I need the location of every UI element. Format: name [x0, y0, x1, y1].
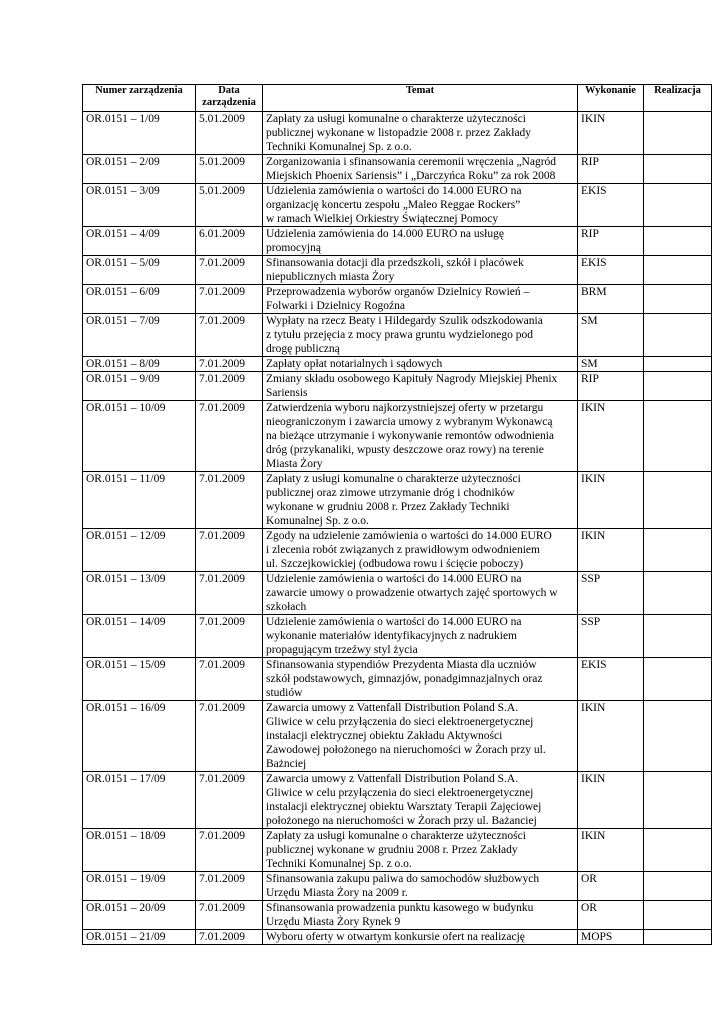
cell-date: 7.01.2009: [196, 701, 263, 772]
cell-date: 7.01.2009: [196, 401, 263, 472]
cell-realization: [644, 529, 712, 572]
cell-execution: SSP: [578, 572, 644, 615]
cell-topic: Zmiany składu osobowego Kapituły Nagrody Miejskiej Phenix Sariensis: [263, 372, 578, 401]
cell-topic: Udzielenia zamówienia o wartości do 14.000 EURO na organizację koncertu zespołu „Maleo Reggae Rockers” w ramach Wielkiej Orkiestry Świątecznej Pomocy: [263, 184, 578, 227]
header-realization: Realizacja: [644, 85, 712, 112]
cell-number: OR.0151 – 11/09: [83, 472, 196, 529]
cell-number: OR.0151 – 18/09: [83, 829, 196, 872]
table-row: [83, 701, 712, 772]
table-row: [83, 256, 712, 285]
table-row: [83, 930, 712, 945]
cell-realization: [644, 285, 712, 314]
cell-number: OR.0151 – 13/09: [83, 572, 196, 615]
cell-topic: Udzielenia zamówienia do 14.000 EURO na usługę promocyjną: [263, 227, 578, 256]
cell-number: OR.0151 – 9/09: [83, 372, 196, 401]
cell-execution: IKIN: [578, 701, 644, 772]
cell-date: 7.01.2009: [196, 829, 263, 872]
cell-date: 7.01.2009: [196, 472, 263, 529]
cell-execution: IKIN: [578, 401, 644, 472]
cell-topic: Wyboru oferty w otwartym konkursie ofert na realizację: [263, 930, 578, 945]
cell-topic: Zorganizowania i sfinansowania ceremonii wręczenia „Nagród Miejskich Phoenix Sariensis” i „Darczyńca Roku” za rok 2008: [263, 155, 578, 184]
table-row: [83, 872, 712, 901]
ordinance-table: [82, 84, 712, 945]
cell-number: OR.0151 – 20/09: [83, 901, 196, 930]
cell-topic: Udzielenie zamówienia o wartości do 14.000 EURO na zawarcie umowy o prowadzenie otwartych zajęć sportowych w szkołach: [263, 572, 578, 615]
cell-realization: [644, 615, 712, 658]
cell-date: 7.01.2009: [196, 314, 263, 357]
cell-date: 7.01.2009: [196, 615, 263, 658]
cell-topic: Zatwierdzenia wyboru najkorzystniejszej oferty w przetargu nieograniczonym i zawarcia umowy z wybranym Wykonawcą na bieżące utrzymanie i wykonywanie remontów odwodnienia dróg (przykanaliki, wpusty deszczowe oraz rowy) na terenie Miasta Żory: [263, 401, 578, 472]
cell-topic: Zgody na udzielenie zamówienia o wartości do 14.000 EURO i zlecenia robót związanych z prawidłowym odwodnieniem ul. Szczejkowickiej (odbudowa rowu i ścięcie poboczy): [263, 529, 578, 572]
header-topic: Temat: [263, 85, 578, 112]
table-row: [83, 472, 712, 529]
table-row: [83, 155, 712, 184]
cell-date: 7.01.2009: [196, 357, 263, 372]
table-row: [83, 285, 712, 314]
cell-execution: EKIS: [578, 256, 644, 285]
cell-execution: SSP: [578, 615, 644, 658]
cell-realization: [644, 112, 712, 155]
cell-realization: [644, 872, 712, 901]
cell-realization: [644, 357, 712, 372]
cell-execution: EKIS: [578, 658, 644, 701]
cell-execution: RIP: [578, 227, 644, 256]
cell-date: 7.01.2009: [196, 772, 263, 829]
cell-realization: [644, 701, 712, 772]
table-row: [83, 615, 712, 658]
cell-number: OR.0151 – 17/09: [83, 772, 196, 829]
cell-topic: Zapłaty za usługi komunalne o charakterze użyteczności publicznej wykonane w grudniu 2008 r. Przez Zakłady Techniki Komunalnej Sp. z o.o.: [263, 829, 578, 872]
cell-date: 5.01.2009: [196, 112, 263, 155]
cell-topic: Zawarcia umowy z Vattenfall Distribution Poland S.A. Gliwice w celu przyłączenia do sieci elektroenergetycznej instalacji elektrycznej obiektu Zakładu Aktywności Zawodowej położonego na nieruchomości w Żorach przy ul. Bażnciej: [263, 701, 578, 772]
cell-number: OR.0151 – 10/09: [83, 401, 196, 472]
cell-number: OR.0151 – 4/09: [83, 227, 196, 256]
cell-execution: OR: [578, 872, 644, 901]
table-row: [83, 572, 712, 615]
cell-realization: [644, 227, 712, 256]
cell-execution: MOPS: [578, 930, 644, 945]
cell-topic: Zapłaty za usługi komunalne o charakterze użyteczności publicznej wykonane w listopadzie 2008 r. przez Zakłady Techniki Komunalnej Sp. z o.o.: [263, 112, 578, 155]
cell-number: OR.0151 – 21/09: [83, 930, 196, 945]
cell-execution: RIP: [578, 372, 644, 401]
cell-realization: [644, 372, 712, 401]
cell-topic: Przeprowadzenia wyborów organów Dzielnicy Rowień – Folwarki i Dzielnicy Rogoźna: [263, 285, 578, 314]
cell-date: 7.01.2009: [196, 529, 263, 572]
cell-date: 5.01.2009: [196, 155, 263, 184]
cell-realization: [644, 572, 712, 615]
cell-topic: Sfinansowania dotacji dla przedszkoli, szkół i placówek niepublicznych miasta Żory: [263, 256, 578, 285]
table-row: [83, 529, 712, 572]
cell-realization: [644, 314, 712, 357]
header-number: Numer zarządzenia: [83, 85, 196, 112]
cell-topic: Zapłaty opłat notarialnych i sądowych: [263, 357, 578, 372]
cell-topic: Sfinansowania prowadzenia punktu kasowego w budynku Urzędu Miasta Żory Rynek 9: [263, 901, 578, 930]
table-row: [83, 829, 712, 872]
cell-date: 6.01.2009: [196, 227, 263, 256]
table-row: [83, 112, 712, 155]
cell-topic: Sfinansowania stypendiów Prezydenta Miasta dla uczniów szkół podstawowych, gimnazjów, ponadgimnazjalnych oraz studiów: [263, 658, 578, 701]
cell-date: 7.01.2009: [196, 256, 263, 285]
cell-number: OR.0151 – 16/09: [83, 701, 196, 772]
cell-date: 7.01.2009: [196, 872, 263, 901]
header-execution: Wykonanie: [578, 85, 644, 112]
table-row: [83, 658, 712, 701]
cell-execution: IKIN: [578, 529, 644, 572]
cell-execution: OR: [578, 901, 644, 930]
cell-number: OR.0151 – 12/09: [83, 529, 196, 572]
cell-topic: Udzielenie zamówienia o wartości do 14.000 EURO na wykonanie materiałów identyfikacyjnych z nadrukiem propagującym trzeźwy styl życia: [263, 615, 578, 658]
cell-realization: [644, 901, 712, 930]
table-row: [83, 372, 712, 401]
cell-number: OR.0151 – 6/09: [83, 285, 196, 314]
cell-date: 7.01.2009: [196, 658, 263, 701]
header-date: Data zarządzenia: [196, 85, 263, 112]
cell-execution: RIP: [578, 155, 644, 184]
cell-number: OR.0151 – 7/09: [83, 314, 196, 357]
cell-realization: [644, 155, 712, 184]
cell-realization: [644, 658, 712, 701]
cell-execution: SM: [578, 357, 644, 372]
cell-execution: IKIN: [578, 472, 644, 529]
cell-topic: Sfinansowania zakupu paliwa do samochodów służbowych Urzędu Miasta Żory na 2009 r.: [263, 872, 578, 901]
cell-number: OR.0151 – 8/09: [83, 357, 196, 372]
cell-date: 7.01.2009: [196, 930, 263, 945]
cell-execution: IKIN: [578, 829, 644, 872]
cell-number: OR.0151 – 3/09: [83, 184, 196, 227]
cell-execution: EKIS: [578, 184, 644, 227]
cell-realization: [644, 256, 712, 285]
cell-topic: Zapłaty z usługi komunalne o charakterze użyteczności publicznej oraz zimowe utrzymanie dróg i chodników wykonane w grudniu 2008 r. Przez Zakłady Techniki Komunalnej Sp. z o.o.: [263, 472, 578, 529]
cell-number: OR.0151 – 1/09: [83, 112, 196, 155]
cell-realization: [644, 772, 712, 829]
cell-execution: BRM: [578, 285, 644, 314]
table-body: [83, 112, 712, 945]
cell-number: OR.0151 – 15/09: [83, 658, 196, 701]
cell-date: 7.01.2009: [196, 372, 263, 401]
cell-realization: [644, 829, 712, 872]
table-row: [83, 401, 712, 472]
table-row: [83, 314, 712, 357]
cell-realization: [644, 472, 712, 529]
table-row: [83, 901, 712, 930]
cell-date: 7.01.2009: [196, 901, 263, 930]
cell-number: OR.0151 – 5/09: [83, 256, 196, 285]
table-row: [83, 772, 712, 829]
cell-number: OR.0151 – 14/09: [83, 615, 196, 658]
cell-realization: [644, 401, 712, 472]
cell-number: OR.0151 – 2/09: [83, 155, 196, 184]
cell-date: 5.01.2009: [196, 184, 263, 227]
cell-topic: Zawarcia umowy z Vattenfall Distribution Poland S.A. Gliwice w celu przyłączenia do sieci elektroenergetycznej instalacji elektrycznej obiektu Warsztaty Terapii Zajęciowej położonego na nieruchomości w Żorach przy ul. Bażanciej: [263, 772, 578, 829]
table-row: [83, 227, 712, 256]
table-row: [83, 357, 712, 372]
cell-execution: SM: [578, 314, 644, 357]
table-header-row: [83, 85, 712, 112]
cell-date: 7.01.2009: [196, 572, 263, 615]
cell-realization: [644, 930, 712, 945]
cell-number: OR.0151 – 19/09: [83, 872, 196, 901]
cell-execution: IKIN: [578, 772, 644, 829]
cell-execution: IKIN: [578, 112, 644, 155]
cell-date: 7.01.2009: [196, 285, 263, 314]
cell-topic: Wypłaty na rzecz Beaty i Hildegardy Szulik odszkodowania z tytułu przejęcia z mocy prawa gruntu wydzielonego pod drogę publiczną: [263, 314, 578, 357]
cell-realization: [644, 184, 712, 227]
table-row: [83, 184, 712, 227]
